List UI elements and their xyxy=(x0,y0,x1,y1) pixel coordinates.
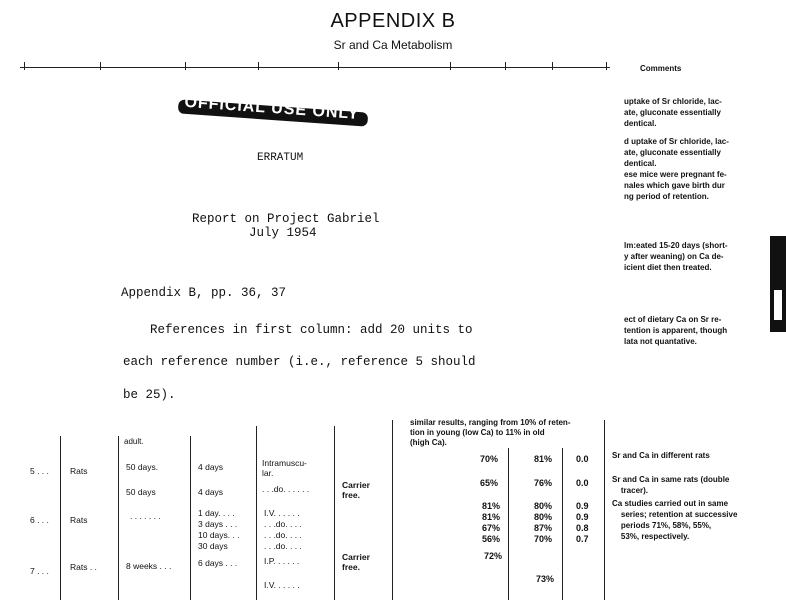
ref-cell: 7 . . . xyxy=(30,566,49,576)
animal-cell: Rats . . xyxy=(70,562,97,572)
time-cell: 4 days xyxy=(198,487,224,497)
route-cell: Intramuscu- lar. xyxy=(262,458,307,478)
row-comment: Ca studies carried out in same series; retention at successive periods 71%, 58%, 55%, 53%, respectively. xyxy=(612,499,738,541)
route-cell: . . .do. . . . . . xyxy=(262,484,310,494)
value-cell: 65% xyxy=(480,478,499,488)
ref-cell: 6 . . . xyxy=(30,515,49,525)
carrier-cell: Carrier free. xyxy=(342,552,370,572)
value-cell: 70% xyxy=(480,454,499,464)
age-cell: 50 days. xyxy=(126,462,159,472)
erratum-body-line: References in first column: add 20 units to xyxy=(150,323,473,337)
comment-note: ect of dietary Ca on Sr re- tention is apparent, though lata not quantative. xyxy=(624,315,728,346)
value-cell: 80% 80% 87% 70% xyxy=(534,501,553,544)
header-tick xyxy=(450,62,451,70)
header-tick xyxy=(606,62,607,70)
age-cell: 8 weeks . . . xyxy=(126,561,172,571)
table-column-rule xyxy=(604,420,605,600)
carrier-cell: Carrier free. xyxy=(342,480,370,500)
comment-note: uptake of Sr chloride, lac- ate, gluconate essentially dentical. xyxy=(624,97,722,128)
table-column-rule xyxy=(392,420,393,600)
comment-note: d uptake of Sr chloride, lac- ate, gluconate essentially dentical. ese mice were pregnant fe- nales which gave birth dur ng period of retention. xyxy=(624,137,729,201)
value-cell: 0.9 0.9 0.8 0.7 xyxy=(576,501,589,544)
erratum-title: ERRATUM xyxy=(257,152,304,164)
time-cell: 1 day. . . . 3 days . . . 10 days. . . 30 days xyxy=(198,508,240,551)
table-column-rule xyxy=(256,426,257,600)
ref-cell: 5 . . . xyxy=(30,466,49,476)
header-tick xyxy=(505,62,506,70)
comment-note: lm:eated 15-20 days (short- y after weaning) on Ca de- icient diet then treated. xyxy=(624,241,728,272)
value-cell: 72% xyxy=(484,551,503,561)
value-cell: 76% xyxy=(534,478,553,488)
header-tick xyxy=(185,62,186,70)
official-use-stamp xyxy=(177,93,368,132)
report-title-line: Report on Project Gabriel xyxy=(192,212,380,226)
header-rule xyxy=(20,67,610,68)
appendix-page-reference: Appendix B, pp. 36, 37 xyxy=(121,286,287,300)
animal-cell: Rats xyxy=(70,515,88,525)
time-cell: 4 days xyxy=(198,462,224,472)
header-tick xyxy=(24,62,25,70)
appendix-title: APPENDIX B xyxy=(330,10,456,32)
value-cell: 81% xyxy=(534,454,553,464)
time-cell: 6 days . . . xyxy=(198,558,238,568)
header-tick xyxy=(338,62,339,70)
comments-column-header: Comments xyxy=(640,64,682,73)
animal-cell: Rats xyxy=(70,466,88,476)
age-cell: . . . . . . . xyxy=(130,511,161,521)
value-cell: 81% 81% 67% 56% xyxy=(482,501,501,544)
table-column-rule xyxy=(60,436,61,600)
appendix-subtitle: Sr and Ca Metabolism xyxy=(333,38,453,52)
report-date-line: July 1954 xyxy=(249,226,317,240)
route-cell: I.V. . . . . . . . .do. . . . . . .do. . . . . . .do. . . . xyxy=(264,508,302,551)
table-column-rule xyxy=(118,436,119,600)
value-cell: 73% xyxy=(536,574,555,584)
row-comment: Sr and Ca in different rats xyxy=(612,451,710,460)
table-column-rule xyxy=(508,448,509,600)
age-cell: 50 days xyxy=(126,487,156,497)
header-tick xyxy=(100,62,101,70)
route-cell: I.P. . . . . . I.V. . . . . . xyxy=(264,556,300,590)
table-column-rule xyxy=(190,436,191,600)
value-cell: 0.0 xyxy=(576,478,589,488)
header-tick xyxy=(258,62,259,70)
table-top-note: adult. xyxy=(124,437,144,446)
erratum-body-line: be 25). xyxy=(123,388,176,402)
table-column-rule xyxy=(334,426,335,600)
erratum-body-line: each reference number (i.e., reference 5 should xyxy=(123,355,476,369)
header-tick xyxy=(552,62,553,70)
table-top-note: similar results, ranging from 10% of reten- tion in young (low Ca) to 11% in old (high Ca). xyxy=(410,418,571,447)
row-comment: Sr and Ca in same rats (double tracer). xyxy=(612,475,730,495)
value-cell: 0.0 xyxy=(576,454,589,464)
table-column-rule xyxy=(562,448,563,600)
stamp-text: OFFICIAL USE ONLY xyxy=(183,93,360,124)
scan-edge-artifact xyxy=(774,290,782,320)
